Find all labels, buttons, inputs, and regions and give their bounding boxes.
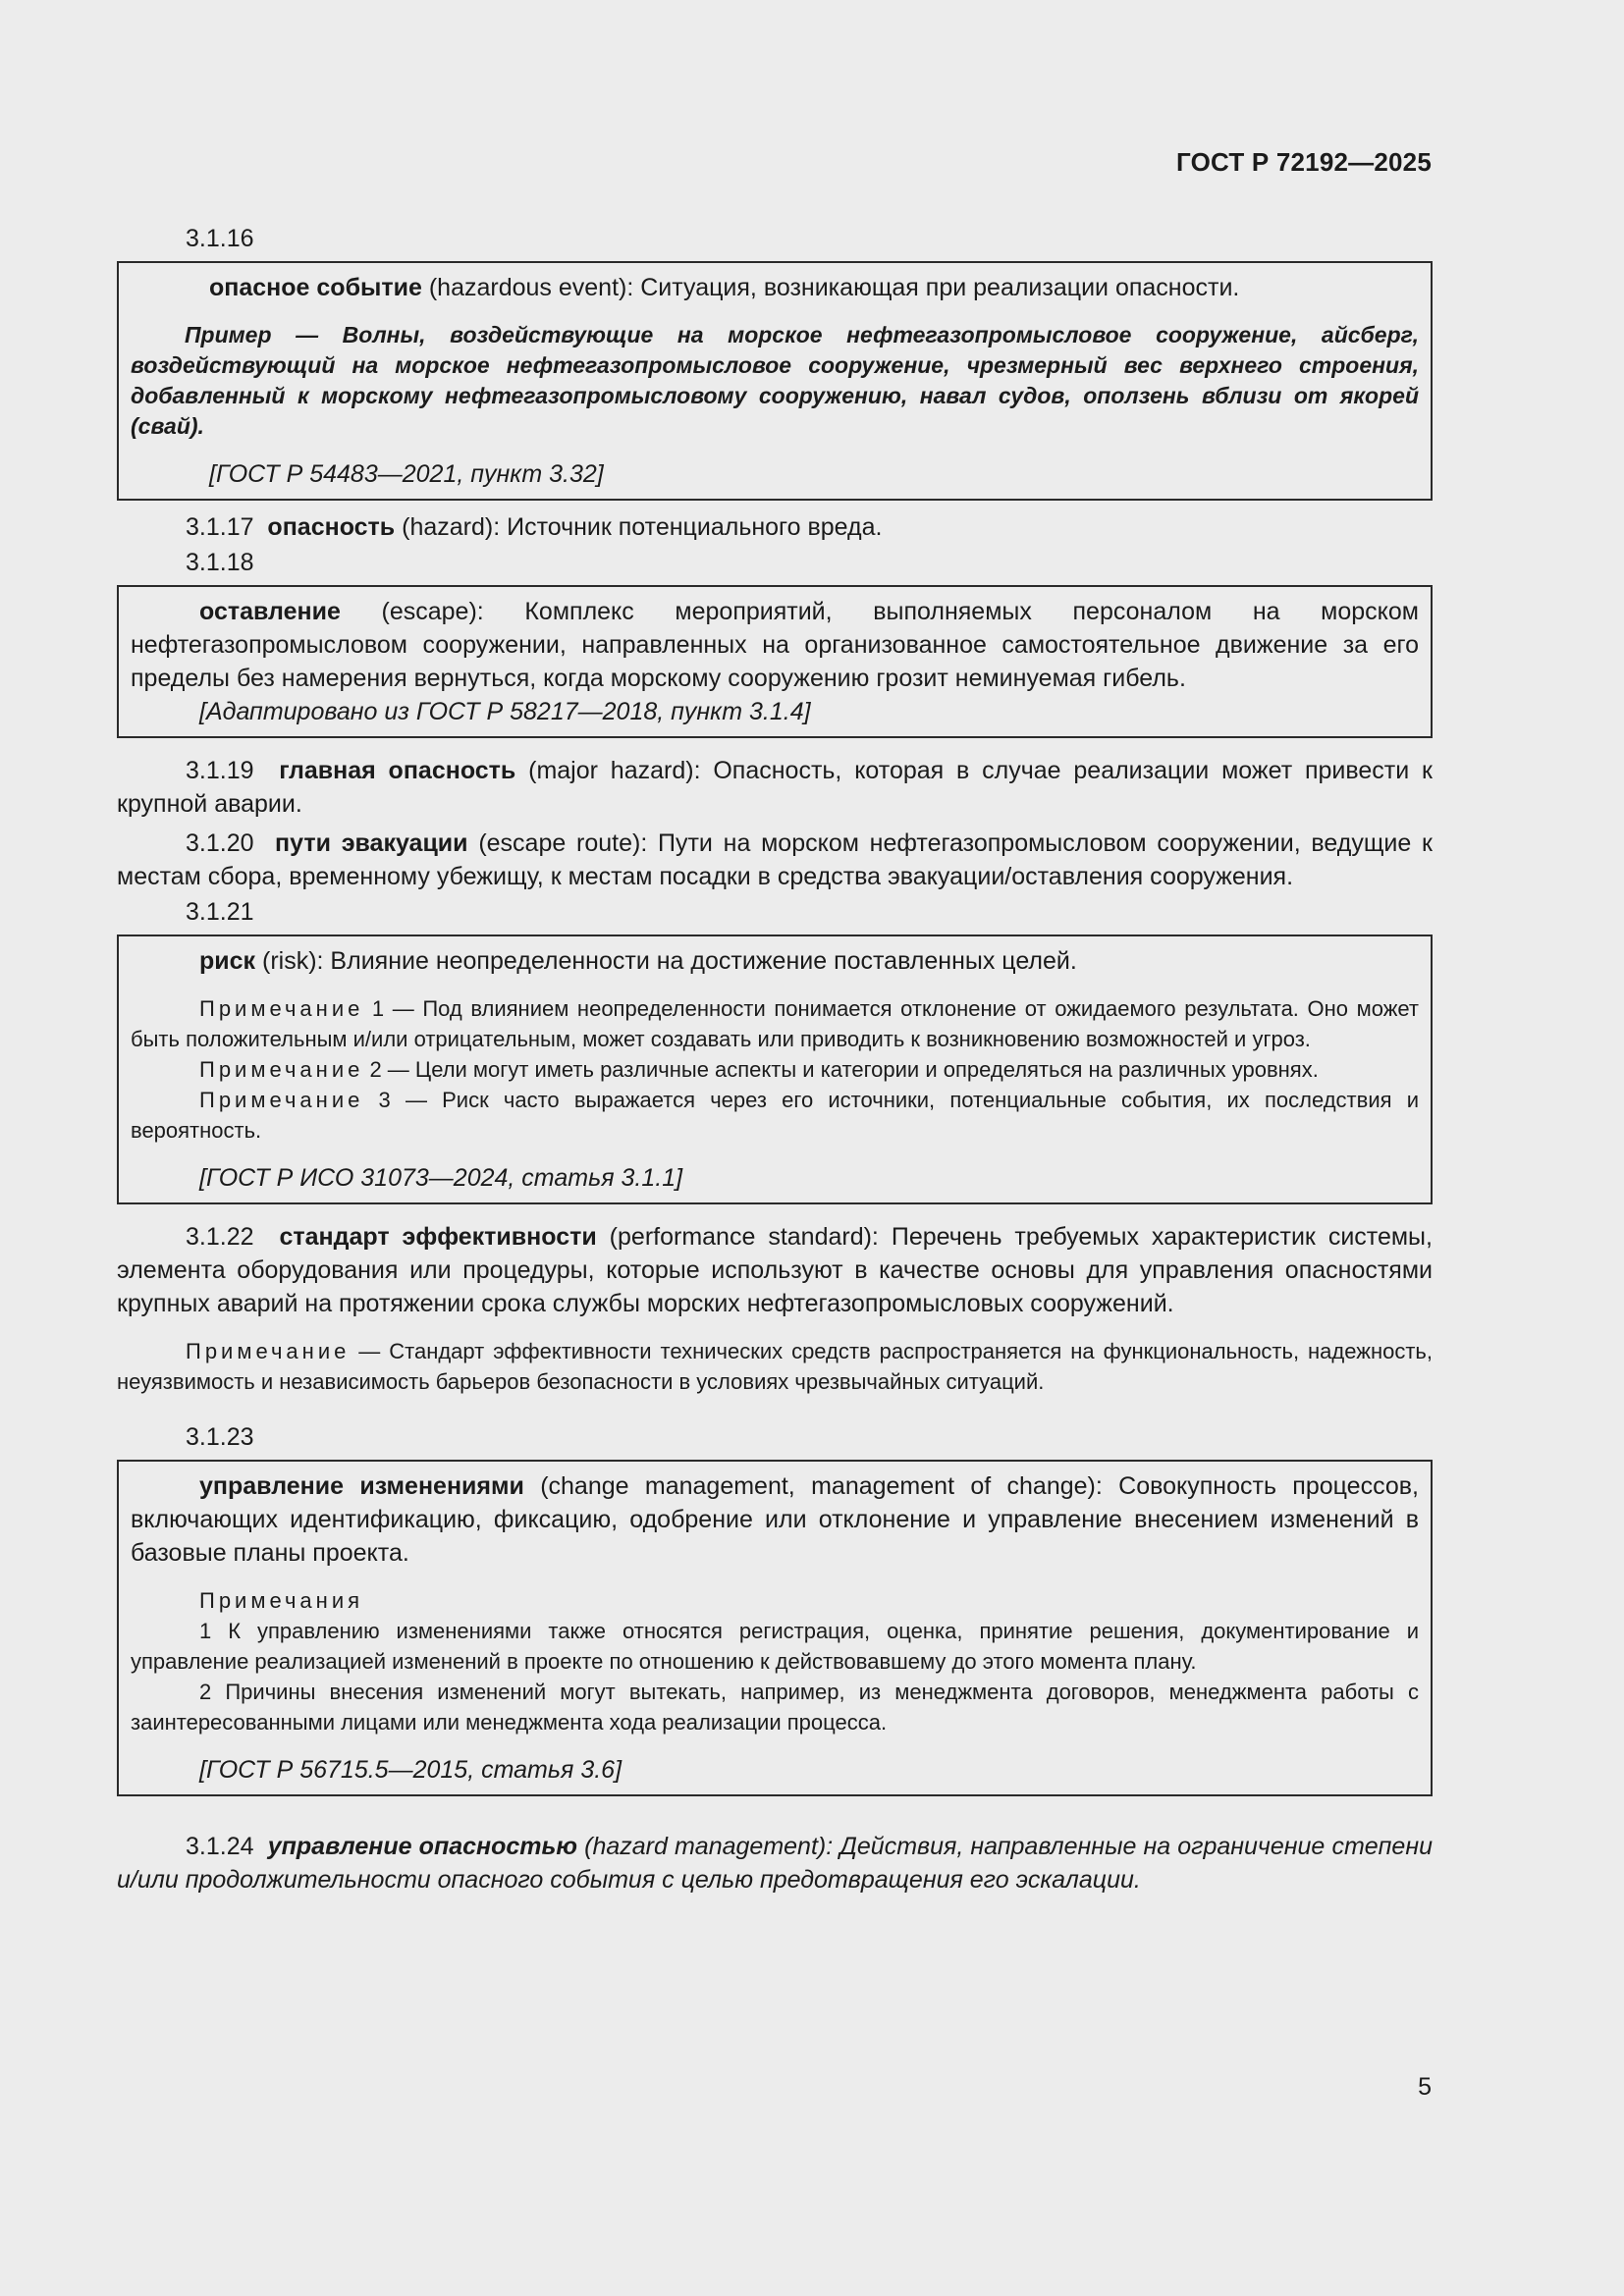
term-english: (hazard):	[395, 513, 501, 541]
term-reference: [ГОСТ Р 56715.5—2015, статья 3.6]	[199, 1756, 623, 1784]
term: опасное событие	[209, 274, 422, 301]
term: стандарт эффективности	[279, 1223, 597, 1251]
term-number: 3.1.21	[186, 898, 254, 926]
note-label: Примечание	[199, 996, 364, 1021]
term-reference: [ГОСТ Р ИСО 31073—2024, статья 3.1.1]	[199, 1164, 683, 1192]
term: опасность	[267, 513, 396, 541]
note-label: Примечание	[199, 1088, 364, 1112]
term-english: (major hazard):	[515, 757, 701, 784]
term-english: (change management, management of change):	[523, 1472, 1103, 1500]
term: управление изменениями	[199, 1472, 524, 1500]
term-text: Действия, направленные на ограничение степени и/или продолжительности опасного события с целью предотвращения его эскалации.	[117, 1833, 1433, 1894]
note-1: 1 К управлению изменениями также относятся регистрация, оценка, принятие решения, документирование и управление реализацией изменений в проекте по отношению к действовавшему до этого момента плану.	[131, 1619, 1419, 1674]
note-2	[131, 1054, 1419, 1085]
term-number: 3.1.20	[186, 829, 254, 857]
term-definition	[131, 944, 1419, 978]
term-text: Ситуация, возникающая при реализации опасности.	[633, 274, 1240, 301]
page-number: 5	[1418, 2073, 1432, 2101]
term-hazard	[117, 510, 1433, 544]
term-english: (escape):	[340, 598, 484, 625]
term-box-escape	[117, 585, 1433, 738]
term-box-hazardous-event	[117, 261, 1433, 501]
term-reference: [ГОСТ Р 54483—2021, пункт 3.32]	[209, 460, 604, 488]
term-english: (risk):	[255, 947, 324, 975]
document-body	[117, 222, 1433, 1896]
term-text: Комплекс мероприятий, выполняемых персоналом на морском нефтегазопромысловом сооружении, направленных на организованное самостоятельное движение за его пределы без намерения вернуться, когда морскому сооружению грозит неминуемая гибель.	[131, 598, 1419, 692]
term-number: 3.1.16	[186, 225, 254, 252]
note-text: — Стандарт эффективности технических средств распространяется на функциональность, надежность, неуязвимость и независимость барьеров безопасности в условиях чрезвычайных ситуаций.	[117, 1339, 1433, 1394]
term-number: 3.1.18	[186, 549, 254, 576]
term-box-change-management	[117, 1460, 1433, 1796]
note-text: 3 — Риск часто выражается через его источники, потенциальные события, их последствия и вероятность.	[131, 1088, 1419, 1143]
term-example: Пример — Волны, воздействующие на морское нефтегазопромысловое сооружение, айсберг, воздействующий на морское нефтегазопромысловое сооружение, чрезмерный вес верхнего строения, добавленный к морскому нефтегазопромысловому сооружению, навал судов, оползень вблизи от якорей (свай).	[131, 322, 1419, 439]
note-label: Примечание	[199, 1057, 364, 1082]
note-label: Примечание	[186, 1339, 351, 1363]
term-english: (escape route):	[467, 829, 648, 857]
term-number: 3.1.23	[186, 1423, 254, 1451]
term-definition	[131, 271, 1419, 304]
term-escape-route	[117, 827, 1433, 893]
notes-label	[131, 1585, 1419, 1616]
term-note	[117, 1336, 1433, 1397]
term-english: (hazard management):	[577, 1833, 834, 1860]
note-text: 2 — Цели могут иметь различные аспекты и категории и определяться на различных уровнях.	[363, 1057, 1319, 1082]
term-english: (hazardous event):	[421, 274, 634, 301]
note-3	[131, 1085, 1419, 1146]
note-text: 1 — Под влиянием неопределенности понимается отклонение от ожидаемого результата. Оно может быть положительным и/или отрицательным, может создавать или приводить к возникновению возможностей и угроз.	[131, 996, 1419, 1051]
term-text: Влияние неопределенности на достижение поставленных целей.	[323, 947, 1077, 975]
term-number: 3.1.19	[186, 757, 254, 784]
term-hazard-management	[117, 1830, 1433, 1896]
term: оставление	[199, 598, 341, 625]
term-text: Совокупность процессов, включающих идентификацию, фиксацию, одобрение или отклонение и управление внесением изменений в базовые планы проекта.	[131, 1472, 1419, 1567]
term-text: Пути на морском нефтегазопромысловом сооружении, ведущие к местам сбора, временному убежищу, к местам посадки в средства эвакуации/оставления сооружения.	[117, 829, 1433, 890]
term: риск	[199, 947, 256, 975]
term-english: (performance standard):	[596, 1223, 879, 1251]
term-text: Перечень требуемых характеристик системы, элемента оборудования или процедуры, которые используют в качестве основы для управления опасностями крупных аварий на протяжении срока службы морских нефтегазопромысловых сооружений.	[117, 1223, 1433, 1317]
term: главная опасность	[279, 757, 516, 784]
term-reference: [Адаптировано из ГОСТ Р 58217—2018, пункт 3.1.4]	[199, 698, 811, 725]
term-number: 3.1.17	[186, 513, 254, 541]
term-box-risk	[117, 934, 1433, 1204]
term: пути эвакуации	[275, 829, 468, 857]
term: управление опасностью	[267, 1833, 578, 1860]
term-performance-standard	[117, 1220, 1433, 1320]
term-number: 3.1.24	[186, 1833, 254, 1860]
note-2: 2 Причины внесения изменений могут вытекать, например, из менеджмента договоров, менеджмента работы с заинтересованными лицами или менеджмента хода реализации процесса.	[131, 1680, 1419, 1735]
term-text: Источник потенциального вреда.	[500, 513, 883, 541]
term-definition	[131, 595, 1419, 695]
term-text: Опасность, которая в случае реализации может привести к крупной аварии.	[117, 757, 1433, 818]
term-major-hazard	[117, 754, 1433, 821]
document-header: ГОСТ Р 72192—2025	[1176, 147, 1432, 177]
term-number: 3.1.22	[186, 1223, 254, 1251]
note-1	[131, 993, 1419, 1054]
note-label: Примечания	[199, 1588, 364, 1613]
term-definition	[131, 1469, 1419, 1570]
